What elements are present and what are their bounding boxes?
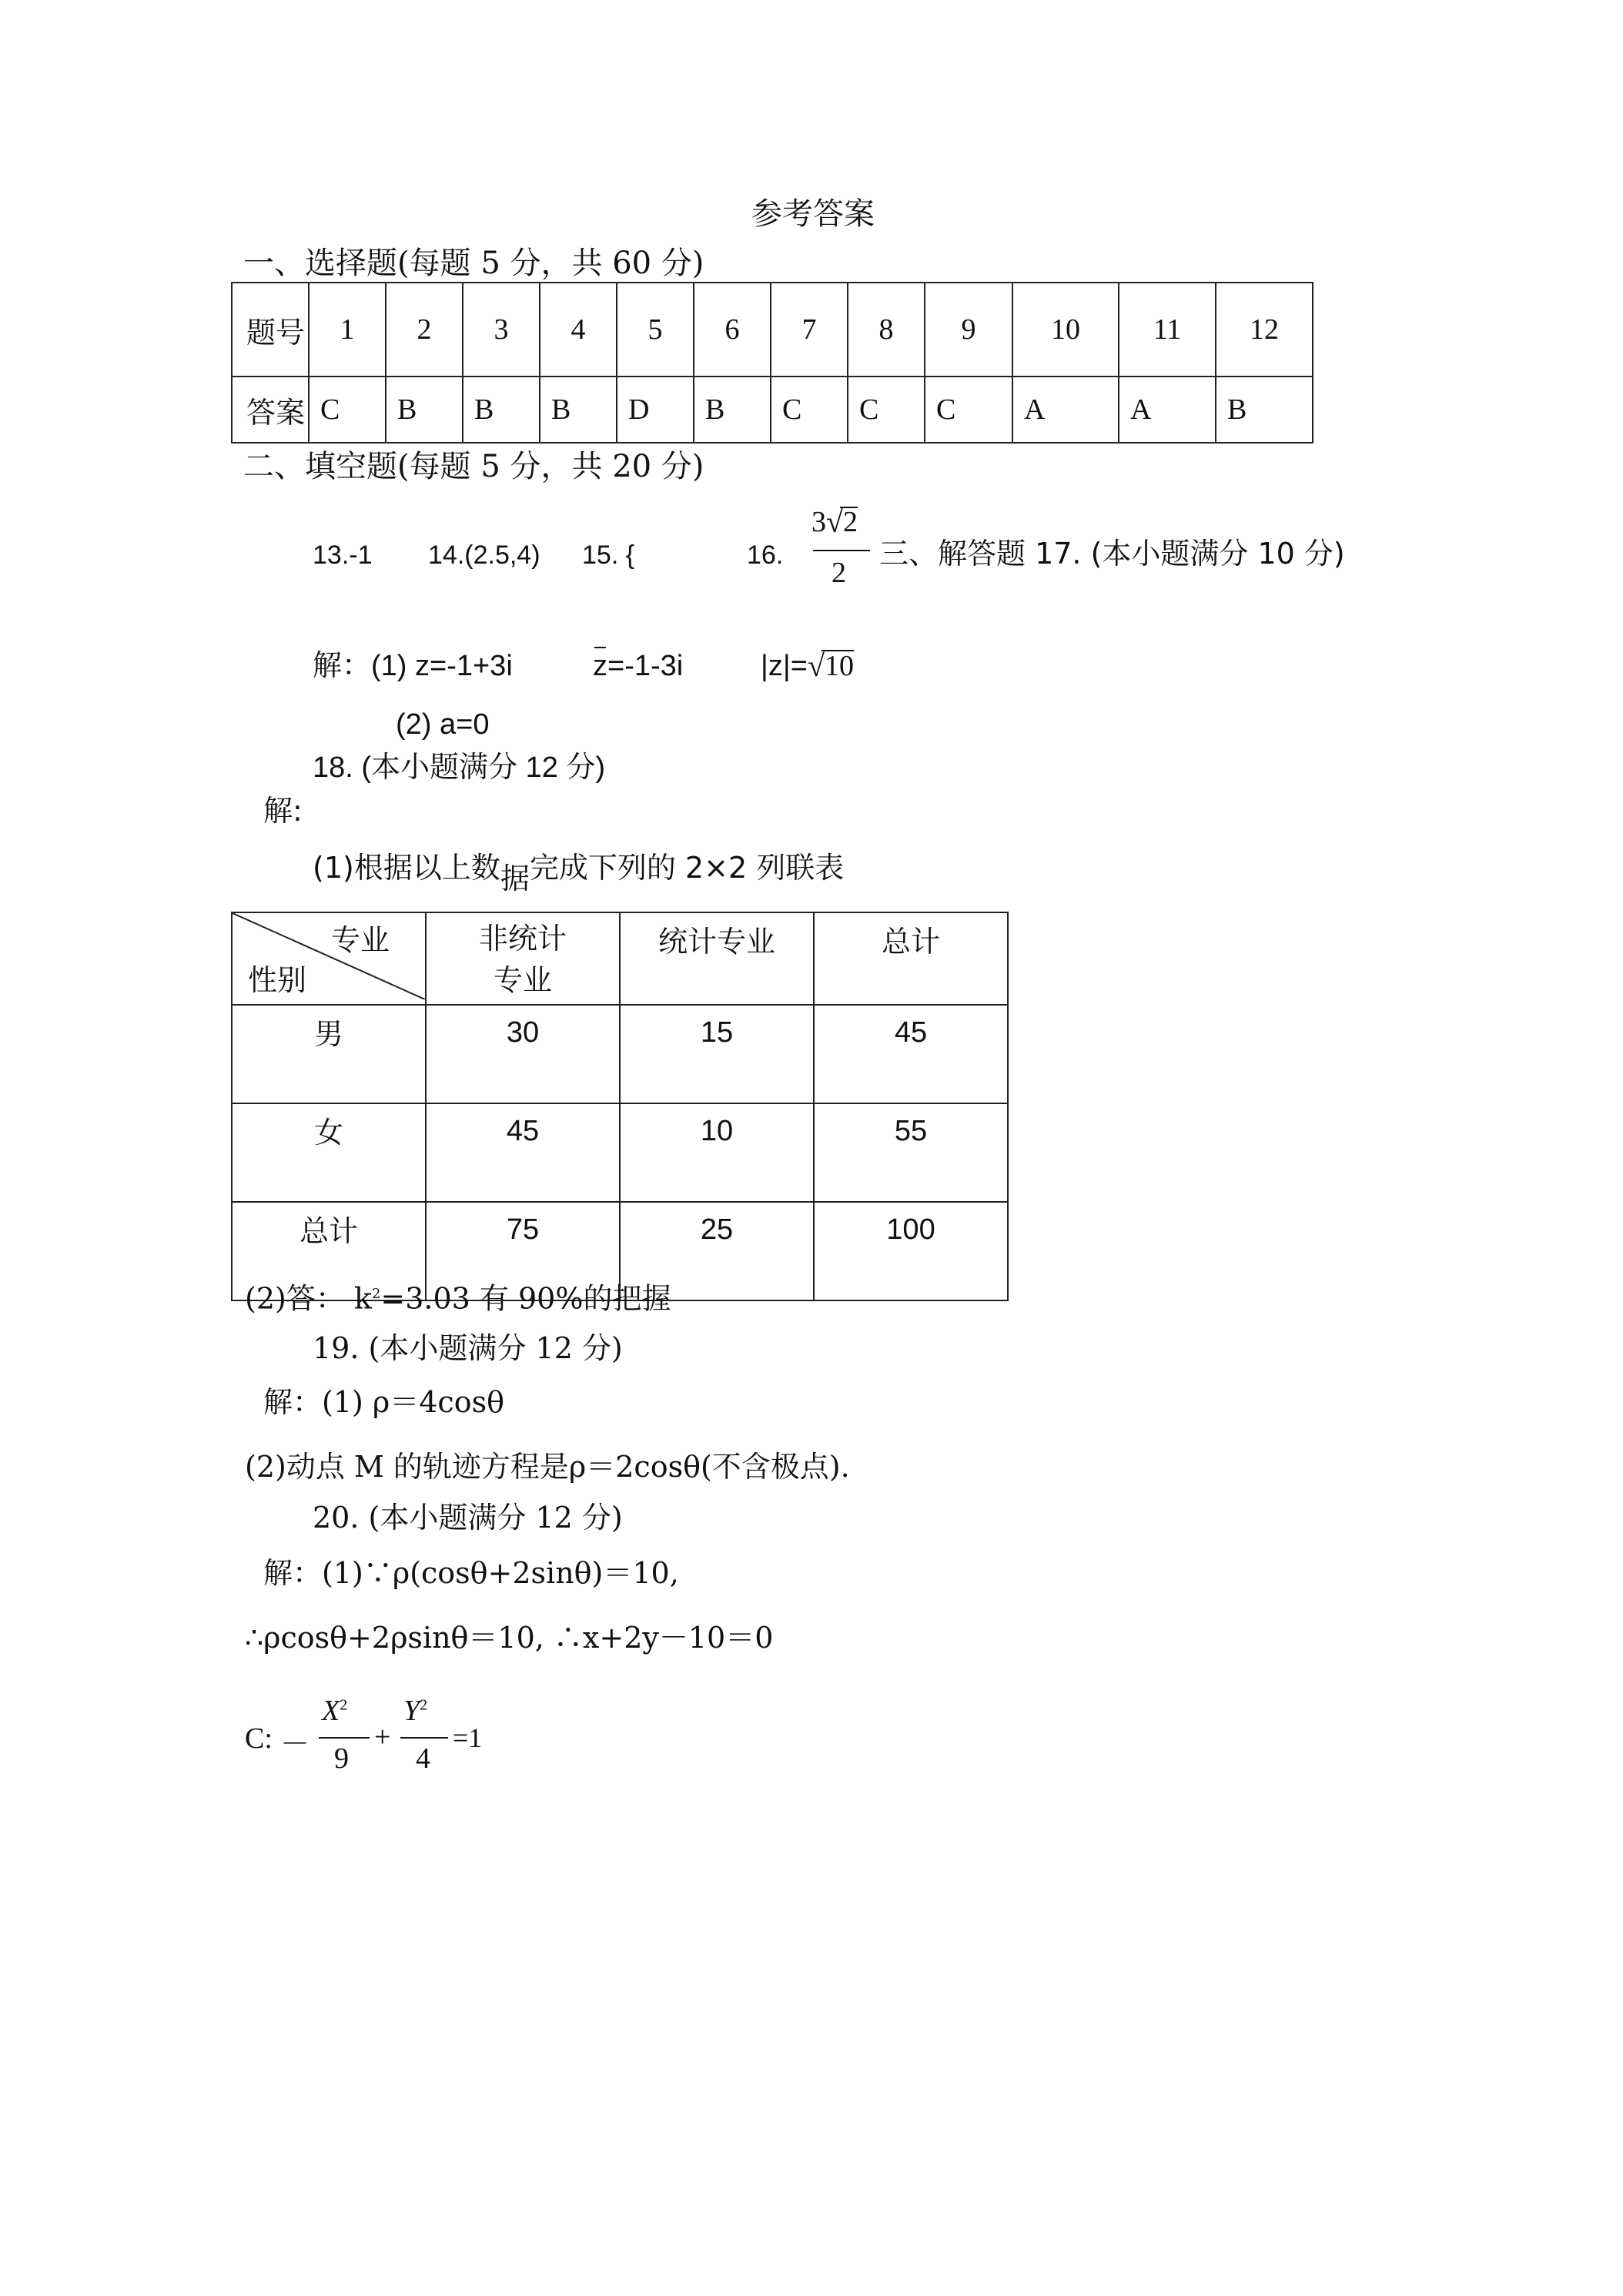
part2-text-a: (2)答： k: [245, 1281, 372, 1316]
answer-cell: B: [463, 377, 540, 443]
corner-top-label: 专业: [331, 923, 390, 957]
q20-line2: ∴ρcosθ+2ρsinθ＝10, ∴x+2y－10＝0: [245, 1621, 774, 1655]
table-row-header: [232, 912, 1008, 1005]
sqrt-symbol: √ 2: [826, 504, 858, 539]
answer-15: 15. {: [582, 541, 635, 570]
q20-heading: 20. (本小题满分 12 分): [313, 1501, 623, 1535]
q19-line2: (2)动点 M 的轨迹方程是ρ＝2cosθ(不含极点).: [245, 1450, 850, 1484]
curve-label: C:: [245, 1722, 273, 1755]
number-cell: 12: [1216, 283, 1313, 377]
part2-text-b: =3.03 有 90%的把握: [380, 1281, 671, 1316]
y-exponent: 2: [420, 1696, 428, 1714]
radicand: 2: [843, 506, 858, 538]
number-cell: 2: [386, 283, 463, 377]
table-row-numbers: [232, 283, 1313, 377]
sqrt-symbol: √ 10: [807, 648, 854, 683]
x-fraction-bar: [319, 1737, 370, 1739]
answer-16-fraction: [812, 505, 876, 597]
page-title: 参考答案: [751, 196, 875, 232]
number-cell: 5: [617, 283, 694, 377]
q18-solution-label: 解:: [263, 794, 303, 828]
number-cell: 7: [771, 283, 848, 377]
multiple-choice-table: [231, 282, 1313, 443]
number-cell: 3: [463, 283, 540, 377]
x-variable: X: [322, 1695, 340, 1727]
x-numerator: [322, 1694, 347, 1728]
row-label-answer: 答案: [232, 377, 309, 443]
fraction-bar: [813, 550, 870, 551]
answer-cell: B: [694, 377, 771, 443]
q18-part2: [245, 1277, 671, 1317]
y-denominator: 4: [416, 1742, 430, 1775]
section3-heading: 三、解答题 17. (本小题满分 10 分): [879, 537, 1345, 571]
number-cell: 1: [309, 283, 386, 377]
table-cell: 30: [426, 1005, 620, 1103]
z-bar-variable: z: [593, 650, 607, 682]
q18-part1: [313, 850, 845, 895]
answer-14: 14.(2.5,4): [428, 541, 540, 570]
z-bar-value: =-1-3i: [607, 650, 684, 682]
q19-heading: 19. (本小题满分 12 分): [313, 1331, 623, 1365]
q19-line1: 解：(1) ρ＝4cosθ: [263, 1385, 504, 1419]
ellipse-equation: [245, 1694, 507, 1794]
table-cell: 100: [814, 1202, 1008, 1300]
answer-cell: C: [309, 377, 386, 443]
number-cell: 10: [1012, 283, 1119, 377]
radicand: 10: [824, 650, 854, 682]
table-cell: 45: [814, 1005, 1008, 1103]
y-fraction-bar: [400, 1737, 448, 1739]
table-row-answers: [232, 377, 1313, 443]
answer-cell: A: [1119, 377, 1216, 443]
q17-solution-part1: [313, 648, 513, 684]
q20-line1: 解：(1)∵ρ(cosθ+2sinθ)＝10,: [263, 1556, 679, 1590]
column-header: 非统计 专业: [426, 912, 620, 1005]
fraction-denominator: 2: [832, 557, 846, 589]
contingency-table: [231, 912, 1009, 1301]
z-conjugate: [593, 648, 683, 684]
number-cell: 4: [540, 283, 617, 377]
answer-cell: A: [1012, 377, 1119, 443]
equals-one: =1: [453, 1722, 483, 1753]
answer-cell: C: [771, 377, 848, 443]
number-cell: 6: [694, 283, 771, 377]
x-exponent: 2: [340, 1696, 348, 1714]
plus-sign: +: [374, 1721, 391, 1753]
row-label-number: 题号: [232, 283, 309, 377]
table-cell: 75: [426, 1202, 620, 1300]
answer-16-label: 16.: [747, 541, 784, 570]
k-superscript: 2: [371, 1286, 381, 1302]
z-value: (1) z=-1+3i: [371, 650, 513, 682]
corner-bottom-label: 性别: [248, 963, 307, 997]
section2-heading: 二、填空题(每题 5 分，共 20 分): [243, 449, 704, 484]
answer-13: 13.-1: [313, 541, 373, 570]
row-label: 女: [232, 1103, 426, 1202]
part1-text-a: (1)根据以上数: [313, 851, 500, 885]
solution-label: 解：: [313, 650, 372, 682]
answer-cell: C: [925, 377, 1012, 443]
y-numerator: [403, 1694, 427, 1728]
part1-text-b: 完成下列的 2×2 列联表: [529, 851, 845, 885]
number-cell: 9: [925, 283, 1012, 377]
fraction-numerator: 3: [812, 506, 826, 538]
column-header: 总计: [814, 912, 1008, 1005]
corner-cell: [232, 912, 426, 1005]
row-label: 男: [232, 1005, 426, 1103]
q17-solution-part2: (2) a=0: [396, 708, 490, 741]
answer-cell: B: [1216, 377, 1313, 443]
answer-cell: D: [617, 377, 694, 443]
row-label: 总计: [232, 1202, 426, 1300]
minus-sign: －: [280, 1729, 310, 1761]
answer-cell: B: [540, 377, 617, 443]
table-row: [232, 1103, 1008, 1202]
table-cell: 25: [620, 1202, 814, 1300]
q18-heading: 18. (本小题满分 12 分): [313, 751, 606, 784]
x-denominator: 9: [334, 1742, 349, 1775]
table-row: [232, 1005, 1008, 1103]
table-cell: 55: [814, 1103, 1008, 1202]
column-header: 统计专业: [620, 912, 814, 1005]
section1-heading: 一、选择题(每题 5 分，共 60 分): [243, 246, 704, 281]
z-modulus: [761, 648, 854, 684]
answer-cell: C: [848, 377, 925, 443]
table-cell: 10: [620, 1103, 814, 1202]
table-cell: 45: [426, 1103, 620, 1202]
number-cell: 8: [848, 283, 925, 377]
table-cell: 15: [620, 1005, 814, 1103]
y-variable: Y: [403, 1695, 420, 1727]
part1-sub-char: 据: [500, 862, 530, 895]
modulus-label: |z|=: [761, 650, 808, 682]
number-cell: 11: [1119, 283, 1216, 377]
answer-cell: B: [386, 377, 463, 443]
